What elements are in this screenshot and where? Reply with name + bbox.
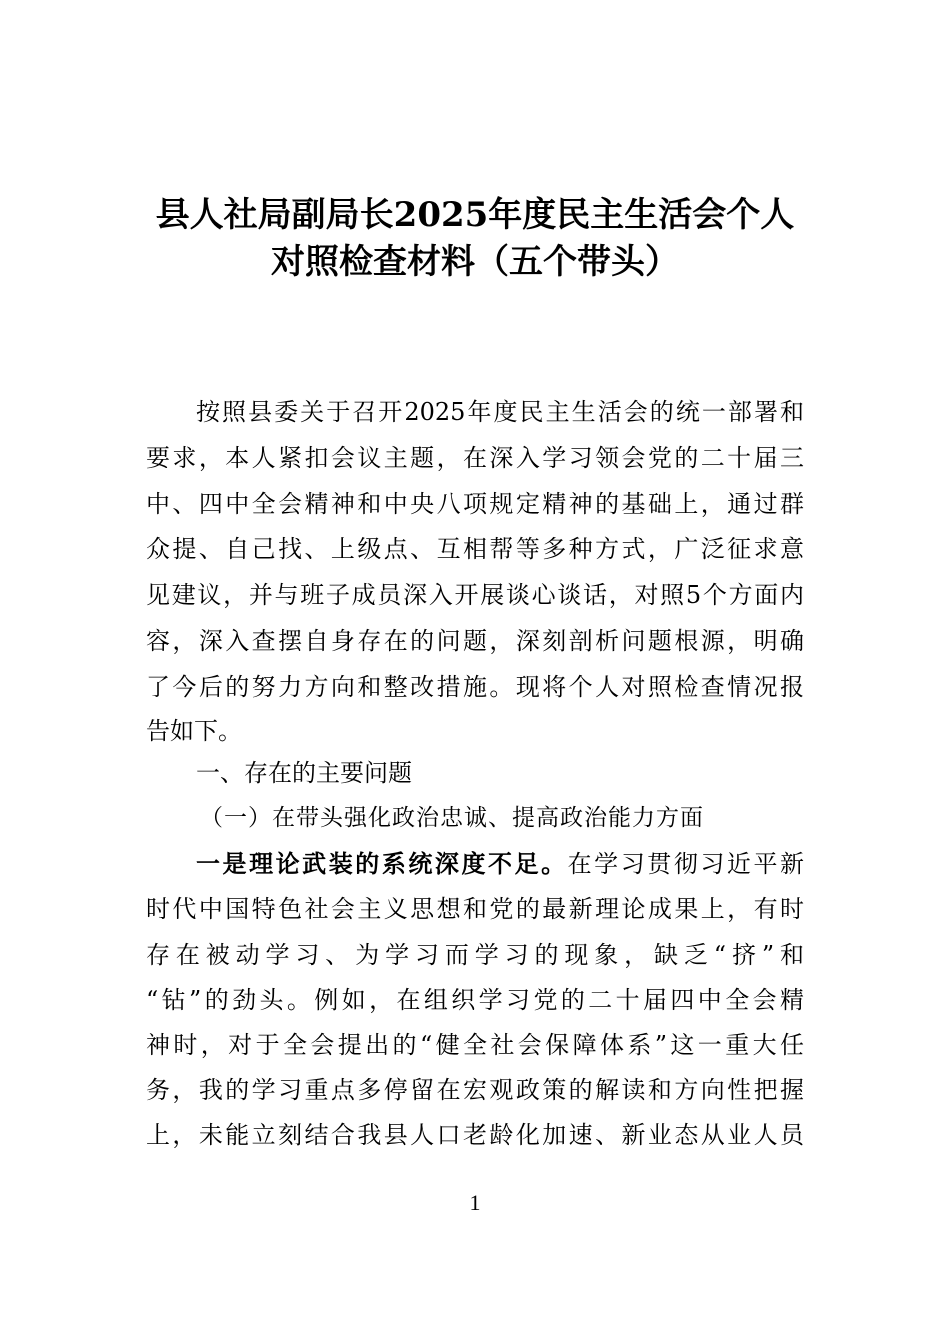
document-title-line-2: 对照检查材料（五个带头） [271, 242, 679, 282]
intro-line: 容，深入查摆自身存在的问题，深刻剖析问题根源，明确 [146, 627, 804, 655]
page-number: 1 [469, 1190, 481, 1215]
subsection-heading: （一）在带头强化政治忠诚、提高政治能力方面 [200, 805, 704, 831]
point-line: 务，我的学习重点多停留在宏观政策的解读和方向性把握 [146, 1076, 804, 1104]
document-title-line-1: 县人社局副局长2025年度民主生活会个人 [155, 195, 795, 235]
point-lead: 一是理论武装的系统深度不足。 [196, 850, 568, 878]
point-line: 神时，对于全会提出的“健全社会保障体系”这一重大任 [146, 1031, 804, 1059]
intro-line: 见建议，并与班子成员深入开展谈心谈话，对照5个方面内 [146, 581, 804, 609]
point-line: “钻”的劲头。例如，在组织学习党的二十届四中全会精 [146, 986, 804, 1014]
point-line: 存在被动学习、为学习而学习的现象，缺乏“挤”和 [146, 941, 804, 969]
point-line: 时代中国特色社会主义思想和党的最新理论成果上，有时 [146, 895, 804, 923]
intro-line: 中、四中全会精神和中央八项规定精神的基础上，通过群 [146, 490, 804, 518]
point-text: 在学习贯彻习近平新 [567, 850, 805, 878]
intro-line: 要求，本人紧扣会议主题，在深入学习领会党的二十届三 [146, 444, 804, 472]
section-heading: 一、存在的主要问题 [196, 759, 412, 787]
point-line: 上，未能立刻结合我县人口老龄化加速、新业态从业人员 [146, 1121, 804, 1149]
intro-line: 按照县委关于召开2025年度民主生活会的统一部署和 [196, 398, 804, 426]
intro-line: 了今后的努力方向和整改措施。现将个人对照检查情况报 [146, 673, 804, 701]
intro-line: 告如下。 [146, 717, 242, 745]
point-first-line [196, 849, 804, 879]
intro-line: 众提、自己找、上级点、互相帮等多种方式，广泛征求意 [146, 535, 804, 563]
